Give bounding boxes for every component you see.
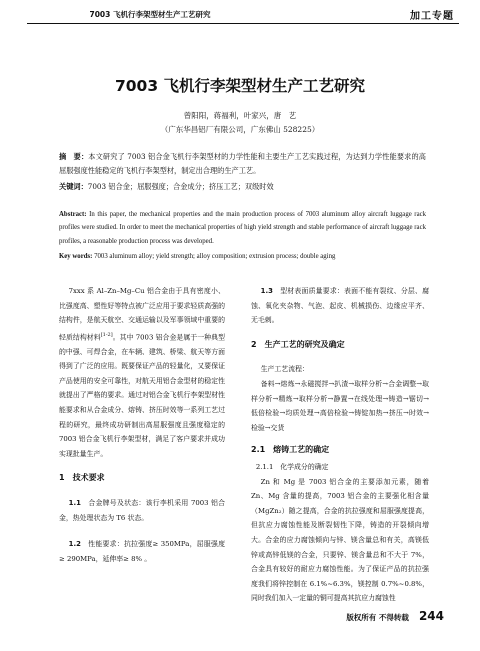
section-1-1-text: 合金牌号及状态：该行李机采用 7003 铝合金，热处理状态为 T6 状态。	[59, 499, 226, 522]
section-1-1-label: 1.1	[68, 499, 81, 508]
abstract-en	[59, 208, 426, 248]
section-1-2	[59, 537, 225, 566]
keywords-cn-text: 7003 铝合金；屈服强度；合金成分；挤压工艺；双级时效	[87, 182, 274, 191]
paper-title: 7003 飞机行李架型材生产工艺研究	[114, 77, 366, 95]
right-column	[251, 284, 429, 606]
section-1-2-text: 性能要求：抗拉强度≥ 350MPa，屈服强度≥ 290MPa，延伸率≥ 8% 。	[59, 540, 226, 563]
header-rule	[27, 23, 459, 24]
section-1-3-label: 1.3	[260, 287, 273, 295]
abstract-cn	[59, 150, 426, 178]
footer-copyright: 版权所有 不得转载	[346, 613, 409, 622]
section-1-3	[251, 284, 429, 328]
flow-text: 备料→熔炼→永磁搅拌→扒渣→取样分析→合金调整→取样分析→精炼→取样分析→静置→在线处理→铸造→锯切→低倍检验→均质处理→高倍检验→铸锭加热→挤压→时效→检验→交货	[251, 379, 429, 432]
section-2-heading: 2 生产工艺的研究及确定	[251, 339, 345, 349]
abstract-en-label: Abstract:	[59, 211, 87, 218]
footer	[346, 609, 444, 623]
authors: 曾阳阳，蒋福利，叶家兴，唐 艺	[183, 111, 297, 120]
section-2-1-1-text: Zn 和 Mg 是 7003 铝合金的主要添加元素，随着 Zn、Mg 含量的提高，7003 铝合金的主要强化相含量（MgZn₂）随之提高，合金的抗拉强度和屈服强度提高，但抗应力腐蚀性能及断裂韧性下降，铸造的开裂倾向增大。合金的应力腐蚀倾向与锌、镁含量总和有关，高镁低锌或高锌低镁的合金，只要锌、镁含量总和不大于 7%，合金具有较好的耐应力腐蚀性能。为了保证产品的抗拉强度我们将锌控制在 6.1%~6.3%，镁控制 0.7%~0.8%，同时我们加入一定量的铜可提高其抗应力腐蚀性	[251, 477, 429, 603]
affiliation: （广东华昌铝厂有限公司，广东佛山 528225）	[160, 125, 320, 134]
section-2-1-heading: 2.1 熔铸工艺的确定	[251, 445, 330, 455]
keywords-cn	[59, 180, 426, 194]
section-1-3-text: 型材表面质量要求：表面不能有裂纹、分层、腐蚀、氧化夹杂物、气泡、起皮、机械损伤、边缘应平齐、无毛刺。	[251, 287, 430, 325]
flow-label: 生产工艺流程：	[260, 365, 309, 374]
section-1-2-label: 1.2	[68, 540, 81, 549]
keywords-en-label: Key words:	[59, 253, 93, 260]
section-2-1-1-heading: 2.1.1 化学成分的确定	[255, 462, 329, 471]
intro-text-2: 。其中 7003 铝合金是属于一种典型的中强、可焊合金，在车辆、建筑、桥梁、航天等方面得到了广泛的应用。既要保证产品的轻量化，又要保证产品使用的安全可靠性，对航天用铝合金型材的稳定性就提出了严格的要求。通过对铝合金飞机行李架型材性能要求和从合金成分、熔铸、挤压时效等一系列工艺过程的研究，最终成功研制出高屈服强度且强度稳定的 7003 铝合金飞机行李架型材，满足了客户要求并成功实现批量生产。	[59, 333, 225, 458]
intro-text-1: 7xxx 系 Al–Zn–Mg–Cu 铝合金由于具有密度小、比强度高、塑性好等特点被广泛应用于要求轻质高强的结构件，是航天航空、交通运输以及军事领域中重要的轻质结构材料	[59, 287, 225, 342]
page-number: 244	[418, 609, 444, 623]
abstract-en-text: In this paper, the mechanical properties and the main production process of 7003 aluminum alloy aircraft luggage rack profiles were studied. In order to meet the mechanical properties of high yield strength and stable performance of aircraft luggage rack profiles, a reasonable production process was developed.	[59, 211, 427, 245]
keywords-cn-label: 关键词：	[59, 182, 88, 191]
running-title: 7003 飞机行李架型材生产工艺研究	[89, 10, 211, 19]
section-1-1	[59, 496, 225, 525]
citation: [1-2]	[100, 331, 113, 338]
keywords-en-text: 7003 aluminum alloy; yield strength; alloy composition; extrusion process; double aging	[94, 253, 336, 260]
section-1-heading: 1 技术要求	[59, 473, 105, 483]
abstract-cn-label: 摘 要：	[59, 152, 89, 161]
intro-paragraph	[59, 284, 225, 461]
keywords-en	[59, 250, 426, 263]
section-label: 加工专题	[410, 11, 454, 22]
abstract-cn-text: 本文研究了 7003 铝合金飞机行李架型材的力学性能和主要生产工艺实践过程，为达到力学性能要求的高屈服强度性能稳定的飞机行李架型材，制定出合理的生产工艺。	[59, 152, 426, 175]
left-column	[59, 284, 225, 566]
